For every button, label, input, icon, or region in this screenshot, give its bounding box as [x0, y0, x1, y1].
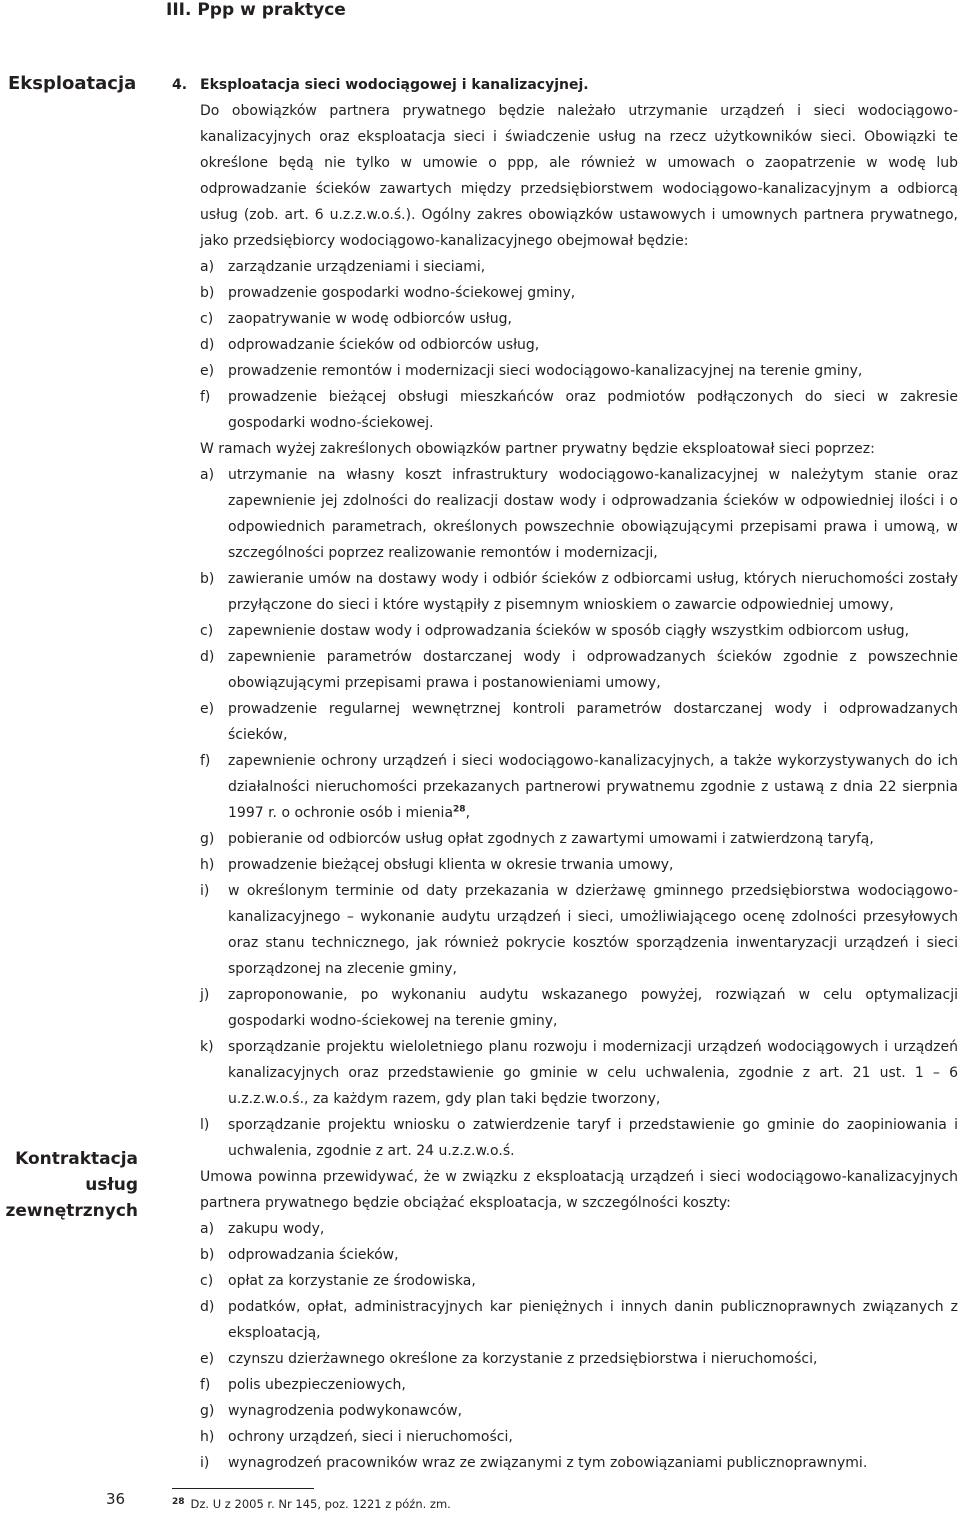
list-item-text: pobieranie od odbiorców usług opłat zgodnych z zawartymi umowami i zatwierdzoną taryfą, — [228, 831, 874, 847]
list-item-label: b) — [200, 285, 215, 301]
section-title: Eksploatacja sieci wodociągowej i kanalizacyjnej. — [200, 77, 589, 93]
list-item — [200, 1424, 958, 1450]
list-item — [200, 384, 958, 436]
list-item-label: f) — [200, 389, 211, 405]
footnote — [172, 1494, 451, 1512]
list-item-text: polis ubezpieczeniowych, — [228, 1377, 406, 1393]
list-item — [200, 566, 958, 618]
costs-list — [200, 1216, 958, 1476]
sidebar-label-line: zewnętrznych — [5, 1201, 138, 1221]
list-item-label: c) — [200, 311, 214, 327]
list-item — [200, 1294, 958, 1346]
list-item-label: h) — [200, 857, 215, 873]
intro-paragraph: Do obowiązków partnera prywatnego będzie należało utrzymanie urządzeń i sieci wodociągowo-kanalizacyjnych oraz eksploatacja sieci i świadczenie usług na rzecz użytkowników sieci. Obowiązki te określone będą nie tylko w umowie o ppp, ale również w umowach o zaopatrzenie w wodę lub odprowadzanie ścieków zawartych między przedsiębiorstwem wodociągowo-kanalizacyjnym a odbiorcą usług (zob. art. 6 u.z.z.w.o.ś.). Ogólny zakres obowiązków ustawowych i umownych partnera prywatnego, jako przedsiębiorcy wodociągowo-kanalizacyjnego obejmował będzie: — [200, 103, 958, 249]
footnote-divider — [172, 1488, 314, 1489]
list-item-text: prowadzenie bieżącej obsługi mieszkańców oraz podmiotów podłączonych do sieci w zakresie gospodarki wodno-ściekowej. — [228, 389, 958, 431]
list-item-label: g) — [200, 831, 215, 847]
list-item-text: prowadzenie regularnej wewnętrznej kontroli parametrów dostarczanej wody i odprowadzanych ścieków, — [228, 701, 958, 743]
list-item — [200, 1112, 958, 1164]
list-item — [200, 1372, 958, 1398]
sidebar-label-kontraktacja — [0, 1146, 138, 1224]
operation-list — [200, 462, 958, 1164]
list-item-label: b) — [200, 571, 215, 587]
main-content — [172, 72, 958, 1476]
list-item — [200, 462, 958, 566]
list-item — [200, 306, 958, 332]
list-item-label: e) — [200, 701, 215, 717]
footnote-text: Dz. U z 2005 r. Nr 145, poz. 1221 z późn. zm. — [190, 1497, 451, 1511]
list-item — [200, 254, 958, 280]
list-item-label: e) — [200, 1351, 215, 1367]
list-item — [200, 982, 958, 1034]
list-item — [200, 1450, 958, 1476]
sidebar-label-eksploatacja: Eksploatacja — [8, 73, 137, 94]
list-item-label: a) — [200, 259, 215, 275]
list-item-text: prowadzenie bieżącej obsługi klienta w okresie trwania umowy, — [228, 857, 674, 873]
list-item-label: g) — [200, 1403, 215, 1419]
list-item-label: i) — [200, 883, 210, 899]
list-item-text: zapewnienie dostaw wody i odprowadzania ścieków w sposób ciągły wszystkim odbiorcom usług, — [228, 623, 910, 639]
list-item — [200, 358, 958, 384]
list-item-text: sporządzanie projektu wniosku o zatwierdzenie taryf i przedstawienie go gminie do zaopiniowania i uchwalenia, zgodnie z art. 24 u.z.z.w.o.ś. — [228, 1117, 958, 1159]
list-item-label: a) — [200, 1221, 215, 1237]
list-item-text: zaopatrywanie w wodę odbiorców usług, — [228, 311, 512, 327]
list-item-text: zaproponowanie, po wykonaniu audytu wskazanego powyżej, rozwiązań w celu optymalizacji gospodarki wodno-ściekowej na terenie gminy, — [228, 987, 958, 1029]
list-item-text: w określonym terminie od daty przekazania w dzierżawę gminnego przedsiębiorstwa wodociągowo-kanalizacyjnego – wykonanie audytu urządzeń i sieci, umożliwiającego ocenę zdolności przesyłowych oraz stanu technicznego, jak również pokrycie kosztów sporządzenia inwentaryzacji urządzeń i sieci sporządzonej na zlecenie gminy, — [228, 883, 958, 977]
list-item — [200, 1346, 958, 1372]
list-item-text: wynagrodzenia podwykonawców, — [228, 1403, 463, 1419]
section-heading — [172, 72, 958, 98]
list-item — [200, 748, 958, 826]
list-item-text: ochrony urządzeń, sieci i nieruchomości, — [228, 1429, 513, 1445]
footnote-mark: 28 — [172, 1497, 185, 1507]
page-number: 36 — [106, 1490, 126, 1508]
list-item-label: c) — [200, 1273, 214, 1289]
list-item — [200, 878, 958, 982]
list-item-tail: , — [465, 805, 471, 821]
list-item-label: i) — [200, 1455, 210, 1471]
list-item — [200, 696, 958, 748]
list-item-text: sporządzanie projektu wieloletniego planu rozwoju i modernizacji urządzeń wodociągowych i urządzeń kanalizacyjnych oraz przedstawienie go gminie w celu uchwalenia, zgodnie z art. 21 ust. 1 – 6 u.z.z.w.o.ś., za każdym razem, gdy plan taki będzie tworzony, — [228, 1039, 958, 1107]
list-item-text: wynagrodzeń pracowników wraz ze związanymi z tym zobowiązaniami publicznoprawnymi. — [228, 1455, 868, 1471]
list-item-text: odprowadzanie ścieków od odbiorców usług, — [228, 337, 540, 353]
list-item-text: zawieranie umów na dostawy wody i odbiór ścieków z odbiorcami usług, których nieruchomości zostały przyłączone do sieci i które wystąpiły z pisemnym wnioskiem o zawarcie odpowiedniej umowy, — [228, 571, 958, 613]
list-item — [200, 1242, 958, 1268]
chapter-title: III. Ppp w praktyce — [166, 0, 346, 20]
list-item — [200, 618, 958, 644]
list-item-text: podatków, opłat, administracyjnych kar pieniężnych i innych danin publicznoprawnych związanych z eksploatacją, — [228, 1299, 958, 1341]
list-item — [200, 280, 958, 306]
list-item — [200, 852, 958, 878]
list-item-label: h) — [200, 1429, 215, 1445]
list-item-label: b) — [200, 1247, 215, 1263]
list-item-label: l) — [200, 1117, 210, 1133]
list-item-label: a) — [200, 467, 215, 483]
list-item-text: zarządzanie urządzeniami i sieciami, — [228, 259, 486, 275]
list-item — [200, 644, 958, 696]
list-item — [200, 1216, 958, 1242]
list-item-text: czynszu dzierżawnego określone za korzystanie z przedsiębiorstwa i nieruchomości, — [228, 1351, 818, 1367]
list-item-label: f) — [200, 1377, 211, 1393]
list-item-text: zapewnienie parametrów dostarczanej wody i odprowadzanych ścieków zgodnie z powszechnie obowiązującymi przepisami prawa i postanowieniami umowy, — [228, 649, 958, 691]
list-item-label: c) — [200, 623, 214, 639]
list-item-label: d) — [200, 649, 215, 665]
duties-list — [200, 254, 958, 436]
list-item-label: e) — [200, 363, 215, 379]
list-item-text: prowadzenie gospodarki wodno-ściekowej gminy, — [228, 285, 576, 301]
list-item-text: opłat za korzystanie ze środowiska, — [228, 1273, 476, 1289]
paragraph-costs: Umowa powinna przewidywać, że w związku z eksploatacją urządzeń i sieci wodociągowo-kanalizacyjnych partnera prywatnego będzie obciążać eksploatacja, w szczególności koszty: — [200, 1169, 958, 1211]
list-item-text: zakupu wody, — [228, 1221, 325, 1237]
paragraph-operation: W ramach wyżej zakreślonych obowiązków partner prywatny będzie eksploatował sieci poprzez: — [200, 441, 875, 457]
list-item — [200, 826, 958, 852]
section-number: 4. — [172, 77, 188, 93]
list-item-text: prowadzenie remontów i modernizacji sieci wodociągowo-kanalizacyjnej na terenie gminy, — [228, 363, 863, 379]
list-item — [200, 332, 958, 358]
list-item — [200, 1034, 958, 1112]
list-item-text: utrzymanie na własny koszt infrastruktury wodociągowo-kanalizacyjnej w należytym stanie oraz zapewnienie jej zdolności do realizacji dostaw wody i odprowadzania ścieków w odpowiedniej ilości i o odpowiednich parametrach, określonych powszechnie obowiązującymi przepisami prawa i umową, w szczególności poprzez realizowanie remontów i modernizacji, — [228, 467, 958, 561]
list-item-text: zapewnienie ochrony urządzeń i sieci wodociągowo-kanalizacyjnych, a także wykorzystywanych do ich działalności nieruchomości przekazanych partnerowi prywatnemu zgodnie z ustawą z dnia 22 sierpnia 1997 r. o ochronie osób i mienia — [228, 753, 958, 821]
list-item — [200, 1268, 958, 1294]
list-item — [200, 1398, 958, 1424]
list-item-text: odprowadzania ścieków, — [228, 1247, 399, 1263]
footnote-reference: 28 — [453, 804, 466, 815]
list-item-label: d) — [200, 337, 215, 353]
sidebar-label-line: usług — [85, 1175, 138, 1195]
list-item-label: f) — [200, 753, 211, 769]
list-item-label: d) — [200, 1299, 215, 1315]
list-item-label: j) — [200, 987, 210, 1003]
sidebar-label-line: Kontraktacja — [15, 1149, 138, 1169]
list-item-label: k) — [200, 1039, 214, 1055]
